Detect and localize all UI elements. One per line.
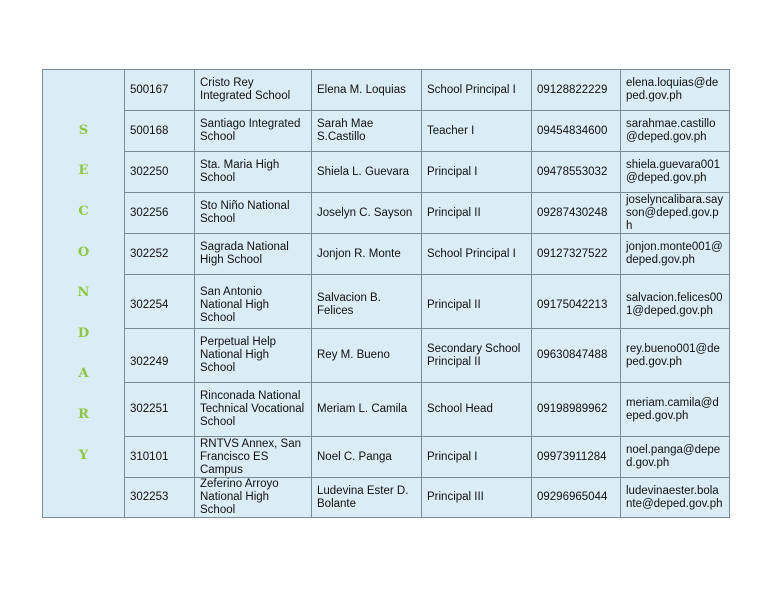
school-name-cell: Perpetual Help National High School [195, 329, 312, 383]
contact-name-cell: Shiela L. Guevara [312, 152, 422, 193]
position-cell: Principal III [422, 478, 532, 518]
phone-cell: 09127327522 [532, 234, 621, 275]
level-letter: R [78, 406, 89, 422]
position-cell: Principal II [422, 275, 532, 329]
position-cell: School Principal I [422, 234, 532, 275]
level-letter: E [78, 163, 89, 179]
email-cell: ludevinaester.bolante@deped.gov.ph [621, 478, 730, 518]
position-cell: Teacher I [422, 111, 532, 152]
level-letter: A [78, 366, 89, 382]
contact-name-cell: Rey M. Bueno [312, 329, 422, 383]
table-row [43, 478, 730, 518]
email-cell: rey.bueno001@deped.gov.ph [621, 329, 730, 383]
level-letter: N [77, 285, 90, 301]
email-cell: joselyncalibara.sayson@deped.gov.ph [621, 193, 730, 234]
contact-name-cell: Noel C. Panga [312, 437, 422, 478]
school-id-cell: 302256 [125, 193, 195, 234]
school-name-cell: Cristo Rey Integrated School [195, 70, 312, 111]
position-cell: School Head [422, 383, 532, 437]
table-row [43, 111, 730, 152]
contact-name-cell: Jonjon R. Monte [312, 234, 422, 275]
email-cell: shiela.guevara001@deped.gov.ph [621, 152, 730, 193]
school-name-cell: RNTVS Annex, San Francisco ES Campus [195, 437, 312, 478]
email-cell: elena.loquias@deped.gov.ph [621, 70, 730, 111]
phone-cell: 09198989962 [532, 383, 621, 437]
school-name-cell: San Antonio National High School [195, 275, 312, 329]
table-row [43, 437, 730, 478]
position-cell: Principal I [422, 437, 532, 478]
position-cell: Principal I [422, 152, 532, 193]
level-letter: S [78, 122, 89, 138]
school-id-cell: 500167 [125, 70, 195, 111]
level-letter: D [77, 325, 90, 341]
school-id-cell: 302252 [125, 234, 195, 275]
position-cell: Principal II [422, 193, 532, 234]
school-name-cell: Rinconada National Technical Vocational School [195, 383, 312, 437]
school-directory-table [42, 69, 730, 518]
phone-cell: 09478553032 [532, 152, 621, 193]
email-cell: salvacion.felices001@deped.gov.ph [621, 275, 730, 329]
school-id-cell: 500168 [125, 111, 195, 152]
school-id-cell: 302253 [125, 478, 195, 518]
school-name-cell: Santiago Integrated School [195, 111, 312, 152]
email-cell: jonjon.monte001@deped.gov.ph [621, 234, 730, 275]
table-row [43, 329, 730, 383]
contact-name-cell: Sarah Mae S.Castillo [312, 111, 422, 152]
school-id-cell: 302249 [125, 329, 195, 383]
email-cell: sarahmae.castillo@deped.gov.ph [621, 111, 730, 152]
phone-cell: 09454834600 [532, 111, 621, 152]
school-id-cell: 302251 [125, 383, 195, 437]
school-name-cell: Zeferino Arroyo National High School [195, 478, 312, 518]
school-name-cell: Sta. Maria High School [195, 152, 312, 193]
table-row [43, 383, 730, 437]
table-row [43, 193, 730, 234]
phone-cell: 09175042213 [532, 275, 621, 329]
table-row [43, 70, 730, 111]
phone-cell: 09296965044 [532, 478, 621, 518]
position-cell: Secondary School Principal II [422, 329, 532, 383]
table-row [43, 152, 730, 193]
level-letter: O [77, 244, 90, 260]
email-cell: meriam.camila@deped.gov.ph [621, 383, 730, 437]
table-row [43, 234, 730, 275]
level-column [43, 70, 125, 518]
table-row [43, 275, 730, 329]
school-id-cell: 302254 [125, 275, 195, 329]
contact-name-cell: Ludevina Ester D. Bolante [312, 478, 422, 518]
level-letter: Y [78, 447, 89, 463]
phone-cell: 09128822229 [532, 70, 621, 111]
position-cell: School Principal I [422, 70, 532, 111]
contact-name-cell: Joselyn C. Sayson [312, 193, 422, 234]
level-vertical-label [48, 111, 119, 476]
school-id-cell: 302250 [125, 152, 195, 193]
level-letter: C [78, 204, 89, 220]
school-name-cell: Sto Niño National School [195, 193, 312, 234]
school-id-cell: 310101 [125, 437, 195, 478]
contact-name-cell: Salvacion B. Felices [312, 275, 422, 329]
contact-name-cell: Meriam L. Camila [312, 383, 422, 437]
phone-cell: 09973911284 [532, 437, 621, 478]
phone-cell: 09630847488 [532, 329, 621, 383]
contact-name-cell: Elena M. Loquias [312, 70, 422, 111]
school-name-cell: Sagrada National High School [195, 234, 312, 275]
phone-cell: 09287430248 [532, 193, 621, 234]
email-cell: noel.panga@deped.gov.ph [621, 437, 730, 478]
